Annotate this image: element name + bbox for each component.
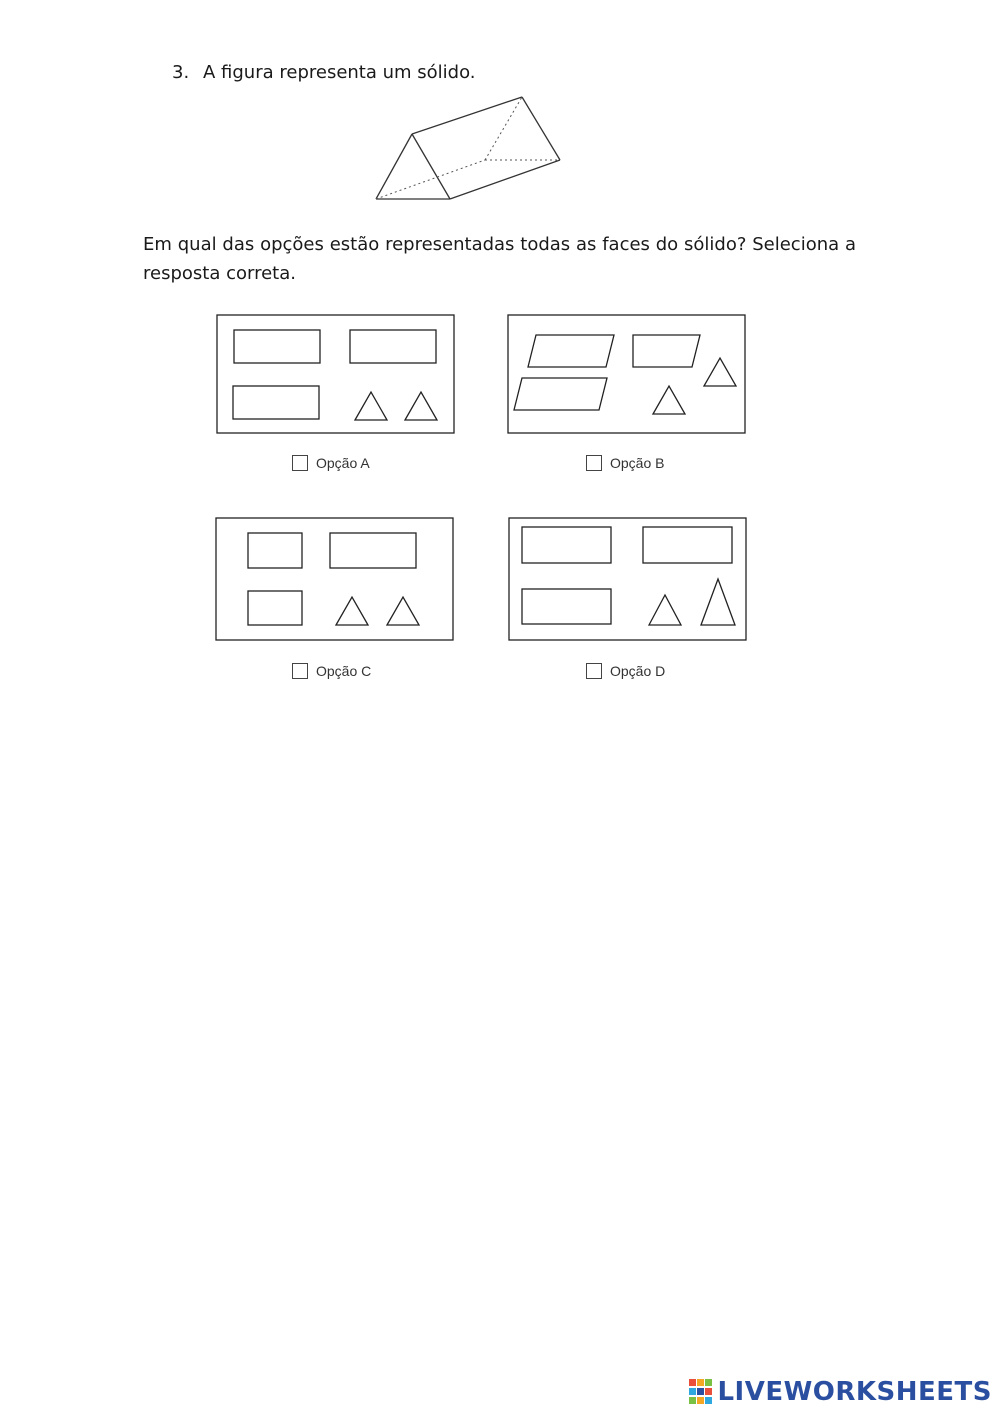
option-d-label: Opção D	[610, 663, 666, 679]
option-b-checkbox[interactable]	[586, 455, 602, 471]
option-b-choice[interactable]	[586, 455, 664, 471]
logo-mark-icon	[689, 1379, 713, 1405]
option-d-choice[interactable]	[586, 663, 665, 679]
option-c-label: Opção C	[316, 663, 372, 679]
option-c-choice[interactable]	[292, 663, 371, 679]
triangular-prism-figure	[370, 92, 570, 207]
option-a-choice[interactable]	[292, 455, 370, 471]
question-title: A figura representa um sólido.	[203, 62, 476, 83]
option-d-checkbox[interactable]	[586, 663, 602, 679]
option-a-label: Opção A	[316, 455, 370, 471]
brand-name: LIVEWORKSHEETS	[717, 1377, 992, 1407]
option-c-figure	[215, 517, 455, 643]
question-number: 3.	[172, 62, 190, 83]
option-c-checkbox[interactable]	[292, 663, 308, 679]
option-d-figure	[508, 517, 748, 643]
option-a-checkbox[interactable]	[292, 455, 308, 471]
option-b-label: Opção B	[610, 455, 665, 471]
liveworksheets-logo	[689, 1377, 992, 1407]
option-a-figure	[216, 314, 456, 436]
option-b-figure	[507, 314, 747, 436]
question-prompt: Em qual das opções estão representadas todas as faces do sólido? Seleciona a resposta correta.	[143, 234, 856, 284]
